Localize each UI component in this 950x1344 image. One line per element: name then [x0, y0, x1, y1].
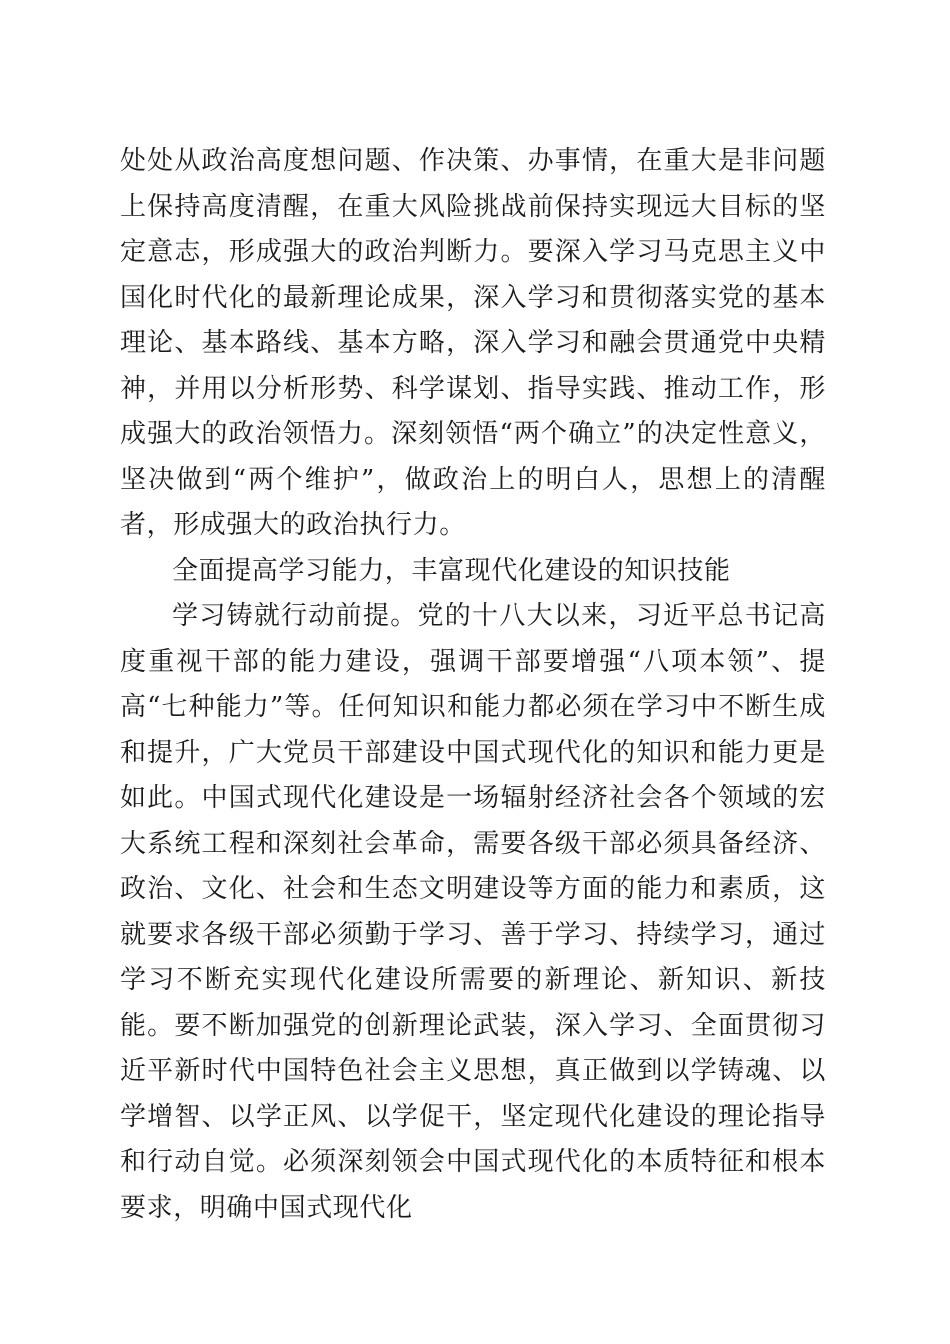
document-body — [120, 139, 826, 1231]
paragraph-body: 学习铸就行动前提。党的十八大以来，习近平总书记高度重视干部的能力建设，强调干部要增强“八项本领”、提高“七种能力”等。任何知识和能力都必须在学习中不断生成和提升，广大党员干部建设中国式现代化的知识和能力更是如此。中国式现代化建设是一场辐射经济社会各个领域的宏大系统工程和深刻社会革命，需要各级干部必须具备经济、政治、文化、社会和生态文明建设等方面的能力和素质，这就要求各级干部必须勤于学习、善于学习、持续学习，通过学习不断充实现代化建设所需要的新理论、新知识、新技能。要不断加强党的创新理论武装，深入学习、全面贯彻习近平新时代中国特色社会主义思想，真正做到以学铸魂、以学增智、以学正风、以学促干，坚定现代化建设的理论指导和行动自觉。必须深刻领会中国式现代化的本质特征和根本要求，明确中国式现代化 — [120, 601, 826, 1223]
section-heading: 全面提高学习能力，丰富现代化建设的知识技能 — [172, 555, 731, 586]
paragraph-continuation: 处处从政治高度想问题、作决策、办事情，在重大是非问题上保持高度清醒，在重大风险挑战前保持实现远大目标的坚定意志，形成强大的政治判断力。要深入学习马克思主义中国化时代化的最新理论成果，深入学习和贯彻落实党的基本理论、基本路线、基本方略，深入学习和融会贯通党中央精神，并用以分析形势、科学谋划、指导实践、推动工作，形成强大的政治领悟力。深刻领悟“两个确立”的决定性意义，坚决做到“两个维护”，做政治上的明白人，思想上的清醒者，形成强大的政治执行力。 — [120, 146, 826, 540]
